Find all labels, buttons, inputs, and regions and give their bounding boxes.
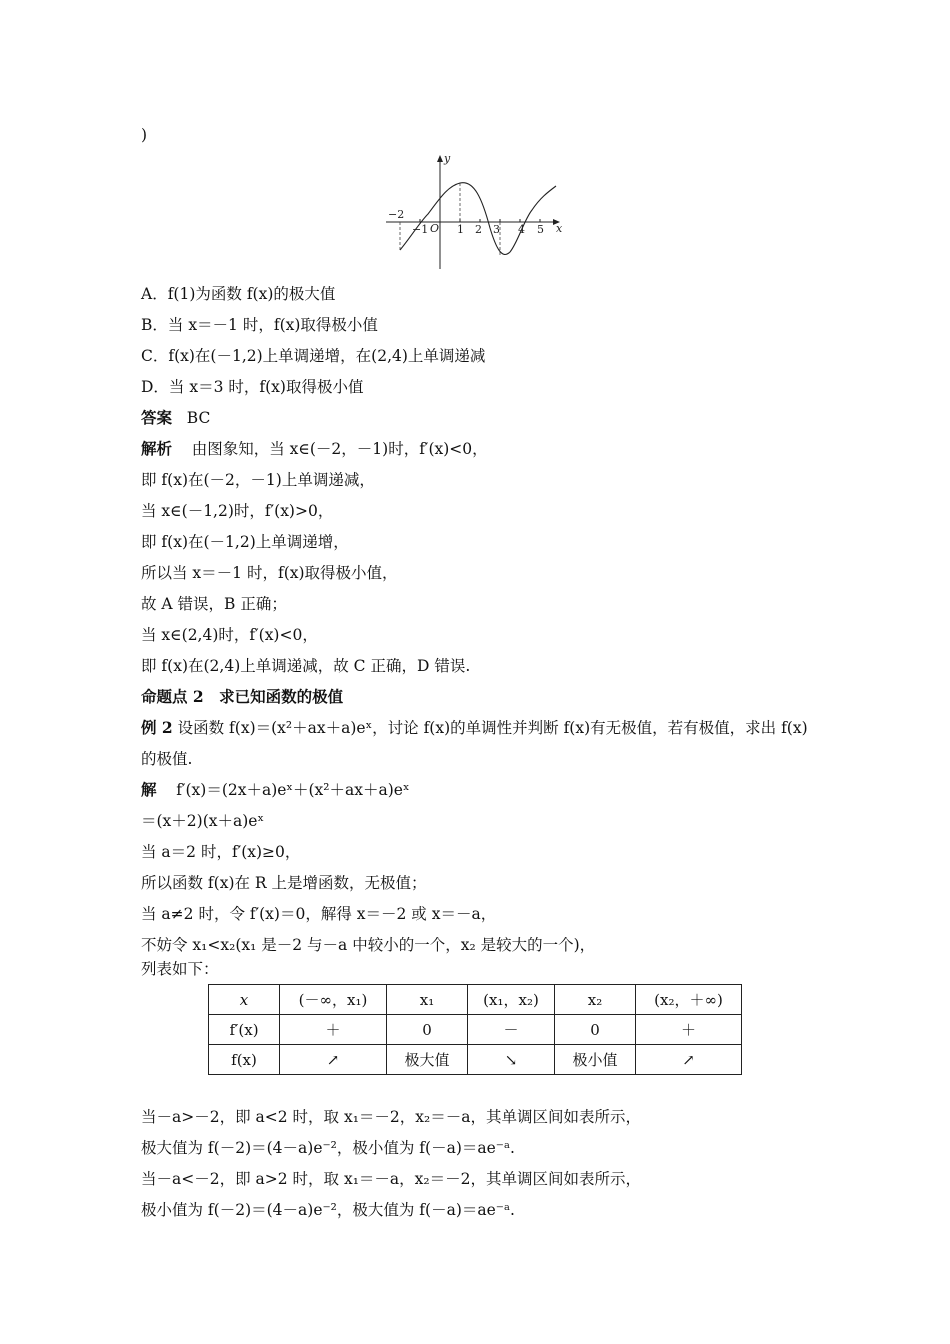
- example-text: 设函数 f(x)＝(x²＋ax＋a)eˣ，讨论 f(x)的单调性并判断 f(x)有无极值，若有极值，求出 f(x): [177, 719, 808, 737]
- answer-label: 答案: [141, 408, 173, 427]
- example-line: [141, 717, 808, 739]
- table-cell: 0: [387, 1015, 468, 1045]
- analysis-line: 即 f(x)在(2,4)上单调递减，故 C 正确，D 错误.: [141, 657, 471, 675]
- analysis-label: 解析: [141, 439, 173, 458]
- table-cell: ↗: [636, 1045, 742, 1075]
- y-axis-arrow-icon: [437, 155, 443, 162]
- table-cell: ＋: [636, 1015, 742, 1045]
- table-cell: 极大值: [387, 1045, 468, 1075]
- table-cell: (x₁，x₂): [468, 985, 555, 1015]
- solution-line: 当 a≠2 时，令 f′(x)＝0，解得 x＝－2 或 x＝－a，: [141, 905, 497, 923]
- analysis-line: 故 A 错误，B 正确；: [141, 595, 287, 613]
- table-cell: x₂: [555, 985, 636, 1015]
- table-cell: ＋: [280, 1015, 387, 1045]
- conclusion-line: 当－a>－2，即 a<2 时，取 x₁＝－2，x₂＝－a，其单调区间如表所示，: [141, 1108, 641, 1126]
- tick-label: 4: [518, 223, 525, 236]
- x-axis-label: x: [556, 222, 563, 235]
- conclusion-line: 极小值为 f(－2)＝(4－a)e⁻²，极大值为 f(－a)＝ae⁻ᵃ.: [141, 1201, 515, 1219]
- table-row: [209, 985, 742, 1015]
- table-cell: (－∞，x₁): [280, 985, 387, 1015]
- answer-value: BC: [186, 409, 211, 427]
- solution-text: f′(x)＝(2x＋a)eˣ＋(x²＋ax＋a)eˣ: [176, 781, 410, 799]
- option-b: B．当 x＝－1 时，f(x)取得极小值: [141, 316, 378, 334]
- option-a: A．f(1)为函数 f(x)的极大值: [141, 285, 336, 303]
- table-row: [209, 1045, 742, 1075]
- analysis-line: 即 f(x)在(－1,2)上单调递增，: [141, 533, 349, 551]
- analysis-line: 即 f(x)在(－2，－1)上单调递减，: [141, 471, 375, 489]
- tick-label: 3: [493, 223, 500, 236]
- table-cell: ↘: [468, 1045, 555, 1075]
- tick-label: 1: [457, 223, 464, 236]
- y-axis-label: y: [444, 152, 451, 165]
- tick-label: 5: [537, 223, 544, 236]
- left-value-label: −2: [388, 208, 405, 221]
- table-cell: 极小值: [555, 1045, 636, 1075]
- analysis-line: 当 x∈(2,4)时，f′(x)<0，: [141, 626, 318, 644]
- table-cell: 0: [555, 1015, 636, 1045]
- table-cell: (x₂，＋∞): [636, 985, 742, 1015]
- solution-line: 当 a＝2 时，f′(x)≥0，: [141, 843, 301, 861]
- example-line: 的极值.: [141, 750, 193, 768]
- analysis-line: 所以当 x＝－1 时，f(x)取得极小值，: [141, 564, 398, 582]
- tick-label: −1: [412, 223, 429, 236]
- function-graph-figure: [384, 152, 568, 272]
- analysis-text: 由图象知，当 x∈(－2，－1)时，f′(x)<0，: [191, 440, 488, 458]
- table-row: [209, 1015, 742, 1045]
- origin-label: O: [430, 222, 440, 235]
- table-cell: ↗: [280, 1045, 387, 1075]
- tick-label: 2: [475, 223, 482, 236]
- table-cell: x₁: [387, 985, 468, 1015]
- table-cell: x: [209, 985, 280, 1015]
- option-d: D．当 x＝3 时，f(x)取得极小值: [141, 378, 364, 396]
- table-cell: f(x): [209, 1045, 280, 1075]
- function-curve: [400, 183, 556, 255]
- solution-line: 列表如下：: [141, 960, 219, 978]
- option-c: C．f(x)在(－1,2)上单调递增，在(2,4)上单调递减: [141, 347, 486, 365]
- solution-line: ＝(x＋2)(x＋a)eˣ: [141, 812, 265, 830]
- solution-line: 所以函数 f(x)在 R 上是增函数，无极值；: [141, 874, 427, 892]
- example-label: 例 2: [141, 718, 173, 737]
- conclusion-line: 当－a<－2，即 a>2 时，取 x₁＝－a，x₂＝－2，其单调区间如表所示，: [141, 1170, 641, 1188]
- conclusion-line: 极大值为 f(－2)＝(4－a)e⁻²，极小值为 f(－a)＝ae⁻ᵃ.: [141, 1139, 515, 1157]
- closing-paren: ): [141, 126, 148, 144]
- solution-line: 不妨令 x₁<x₂(x₁ 是－2 与－a 中较小的一个，x₂ 是较大的一个)，: [141, 936, 596, 954]
- table-cell: －: [468, 1015, 555, 1045]
- solution-label: 解: [141, 780, 157, 799]
- answer-line: [141, 407, 210, 429]
- solution-line: [141, 779, 410, 801]
- variation-table: [208, 984, 742, 1075]
- analysis-line: [141, 438, 488, 460]
- analysis-line: 当 x∈(－1,2)时，f′(x)>0，: [141, 502, 334, 520]
- table-cell: f′(x): [209, 1015, 280, 1045]
- section-title: 命题点 2 求已知函数的极值: [141, 687, 344, 706]
